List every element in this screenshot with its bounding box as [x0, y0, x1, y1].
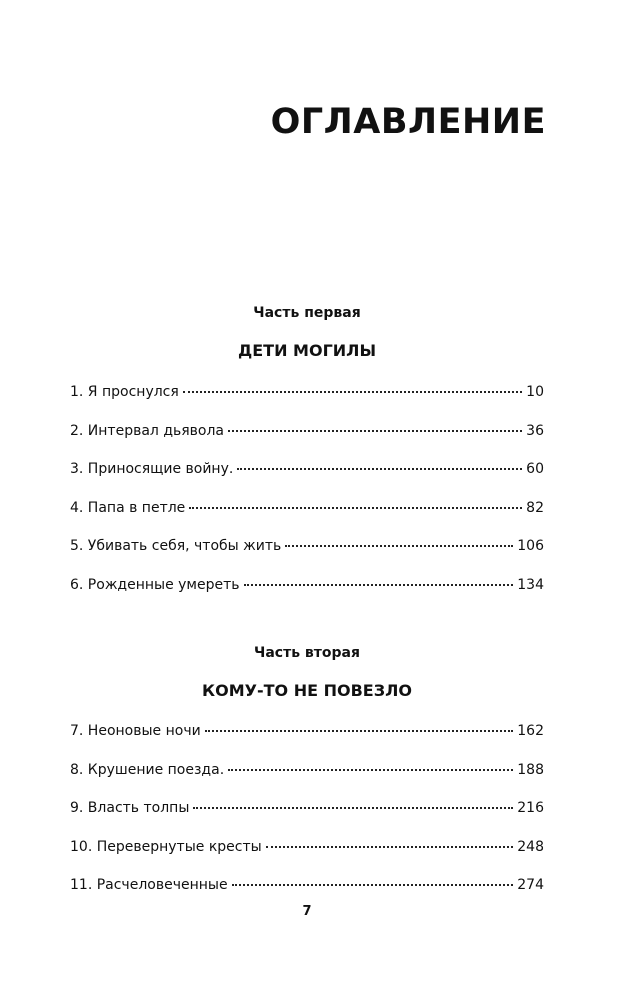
toc-entry[interactable]	[70, 382, 544, 421]
toc-entry-title: 2. Интервал дьявола	[70, 422, 225, 439]
toc-entry-page: 188	[517, 761, 544, 778]
part-two-label: Часть вторая	[254, 645, 360, 661]
dot-leader	[232, 884, 514, 886]
toc-entry-title: 9. Власть толпы	[70, 800, 190, 816]
toc-entry-page: 248	[517, 838, 544, 855]
toc-entry-page: 36	[526, 422, 544, 439]
toc-entry-title: 4. Папа в петле	[70, 499, 186, 516]
dot-leader	[266, 846, 514, 848]
toc-entry-page: 60	[526, 461, 544, 477]
dot-leader	[237, 468, 522, 470]
dot-leader	[228, 430, 522, 432]
toc-entry-title: 1. Я проснулся	[70, 384, 179, 400]
page-number: 7	[302, 904, 312, 919]
toc-entry-title: 7. Неоновые ночи	[70, 723, 201, 739]
toc-entry[interactable]	[70, 837, 544, 876]
toc-entry[interactable]	[70, 459, 544, 498]
part-two-toc	[70, 721, 544, 914]
toc-entry[interactable]	[70, 498, 544, 537]
toc-entry-title: 10. Перевернутые кресты	[70, 838, 262, 855]
toc-entry-page: 134	[517, 576, 544, 593]
toc-entry[interactable]	[70, 536, 544, 575]
toc-entry-title: 5. Убивать себя, чтобы жить	[70, 538, 282, 554]
part-one-toc	[70, 382, 544, 613]
toc-entry-title: 6. Рожденные умереть	[70, 576, 240, 593]
toc-entry-title: 3. Приносящие войну.	[70, 461, 234, 477]
toc-entry[interactable]	[70, 575, 544, 614]
toc-entry-page: 216	[517, 800, 544, 816]
page-title: ОГЛАВЛЕНИЕ	[270, 102, 546, 142]
part-one-title: ДЕТИ МОГИЛЫ	[237, 341, 377, 360]
toc-entry-page: 162	[517, 723, 544, 739]
dot-leader	[285, 545, 513, 547]
toc-entry-page: 10	[526, 384, 544, 400]
part-one-label: Часть первая	[253, 305, 361, 321]
dot-leader	[193, 807, 513, 809]
toc-entry-page: 274	[517, 877, 544, 893]
toc-entry-page: 82	[526, 499, 544, 516]
dot-leader	[183, 391, 522, 393]
toc-entry[interactable]	[70, 721, 544, 760]
dot-leader	[244, 584, 514, 586]
dot-leader	[205, 730, 514, 732]
part-two-title: КОМУ-ТО НЕ ПОВЕЗЛО	[202, 681, 412, 700]
toc-entry-title: 11. Расчеловеченные	[70, 877, 228, 893]
toc-entry[interactable]	[70, 760, 544, 799]
toc-entry-title: 8. Крушение поезда.	[70, 761, 225, 778]
toc-entry[interactable]	[70, 798, 544, 837]
toc-entry-page: 106	[517, 538, 544, 554]
toc-entry[interactable]	[70, 421, 544, 460]
dot-leader	[228, 769, 513, 771]
dot-leader	[189, 507, 522, 509]
